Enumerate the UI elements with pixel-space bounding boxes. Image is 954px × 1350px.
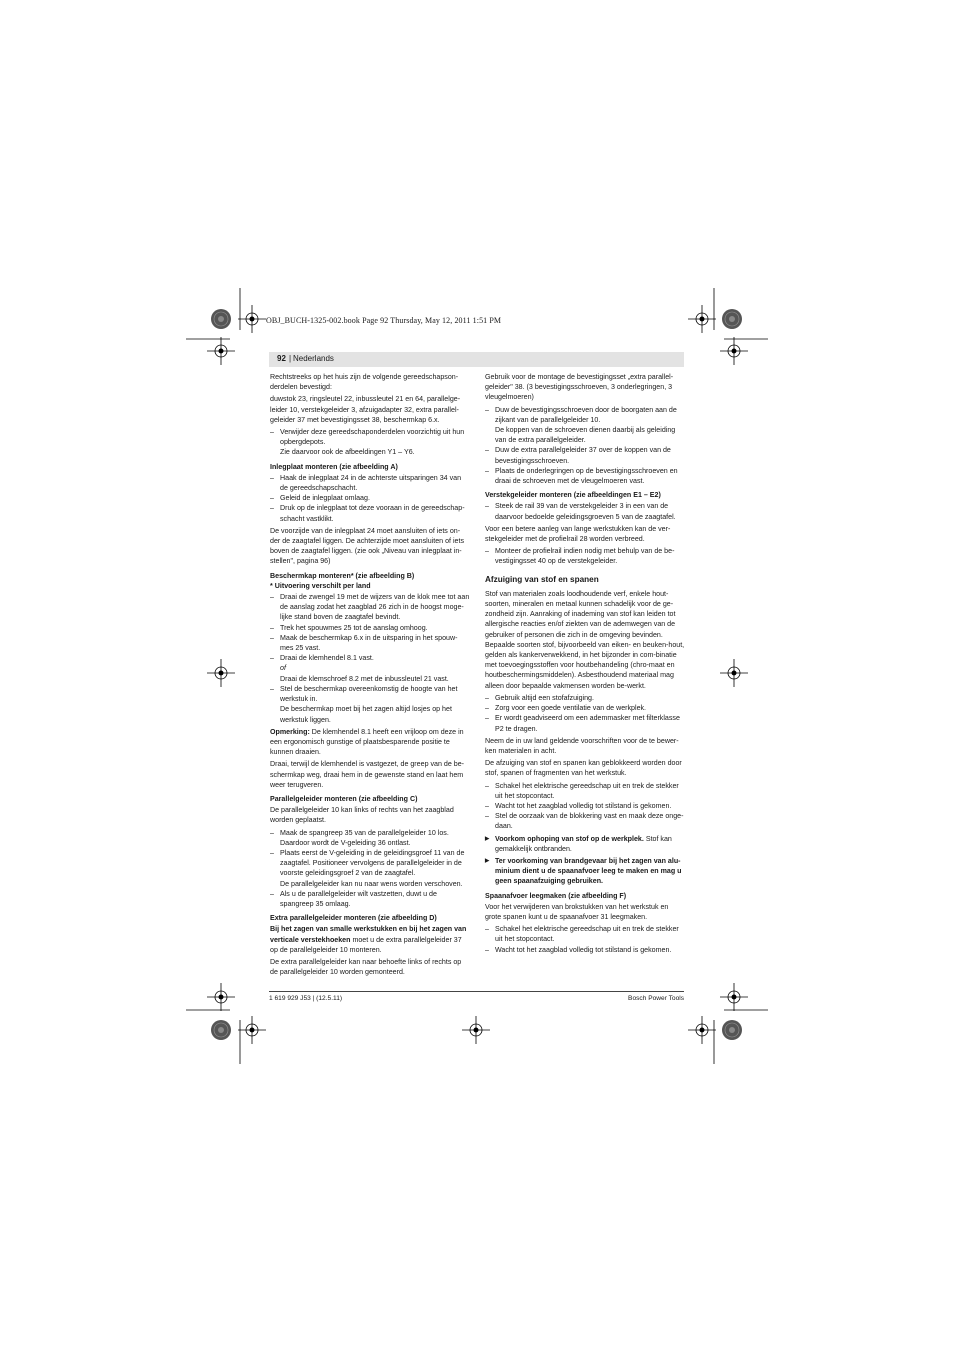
list-item: – Wacht tot het zaagblad volledig tot stilstand is gekomen.	[485, 801, 685, 811]
list-item: – Plaats eerst de V-geleiding in de geleidingsgroef 11 van de zaagtafel. Positioneer vervolgens de parallelgeleider in de voorste geleidingsgroef 2 van de zaagtafel. De parallelgeleider kan nu naar wens worden verschoven.	[270, 848, 470, 889]
list-item: – Draai de klemhendel 8.1 vast. of Draai de klemschroef 8.2 met de inbussleutel 21 vast.	[270, 653, 470, 684]
section-heading-spaanafvoer: Spaanafvoer leegmaken (zie afbeelding F)	[485, 891, 627, 900]
list-item: – Haak de inlegplaat 24 in de achterste uitsparingen 34 van de gereedschapschacht.	[270, 473, 470, 493]
inlegplaat-steps	[270, 473, 470, 524]
list-item: – Geleid de inlegplaat omlaag.	[270, 493, 470, 503]
intro-list: duwstok 23, ringsleutel 22, inbussleutel 21 en 64, parallelge-leider 10, verstekgeleider 3, afzuigadapter 32, extra parallel-geleider 37 met bevestigingsset 38, beschermkap 6.x.	[270, 395, 461, 424]
afzuiging-warning-text: Stof van materialen zoals loodhoudende verf, enkele hout-soorten, mineralen en metaal kunnen schadelijk voor de ge-zondheid zijn. Aanraking of inademing van stof kan leiden tot allergische reacties en/of ziekten van de ademwegen van de gebruiker of personen die zich in de omgeving bevinden. Bepaalde soorten stof, bijvoorbeeld van eiken- en beuken-hout, gelden als kankerverwekkend, in het bijzonder in com-binatie met toevoegingsstoffen voor houtbehandeling (chro-maat en houtbeschermingsmiddelen). Asbesthoudend materiaal mag alleen door bepaalde vakmensen worden be-werkt.	[485, 589, 685, 690]
list-item: – Maak de beschermkap 6.x in de uitsparing in het spouw-mes 25 vast.	[270, 633, 470, 653]
section-heading-beschermkap: Beschermkap monteren* (zie afbeelding B)	[270, 571, 415, 580]
left-column	[270, 372, 470, 979]
beschermkap-steps	[270, 592, 470, 725]
warning-item: ▶ Voorkom ophoping van stof op de werkplek. Stof kan gemakkelijk ontbranden.	[485, 834, 685, 854]
list-item: – Zorg voor een goede ventilatie van de werkplek.	[485, 703, 685, 713]
page-header	[269, 352, 684, 367]
section-subheading-beschermkap: * Uitvoering verschilt per land	[270, 581, 371, 590]
verstekgeleider-note: Voor een betere aanleg van lange werkstukken kan de ver-stekgeleider met de profielrail 28 worden verbreed.	[485, 524, 671, 544]
header-separator: |	[289, 354, 292, 363]
opmerking-note: Opmerking: De klemhendel 8.1 heeft een vrijloop om deze in een ergonomisch gunstige of plaatsbesparende positie te kunnen draaien.	[270, 727, 464, 757]
extra-parallelgeleider-intro: Bij het zagen van smalle werkstukken en bij het zagen van verticale verstekhoeken moet u de extra parallelgeleider 37 op de parallelgeleider 10 monteren.	[270, 925, 467, 954]
opmerking-note-2: Draai, terwijl de klemhendel is vastgezet, de greep van de be-schermkap weg, draai hem in de gewenste stand en laat hem weer terugveren.	[270, 760, 465, 789]
section-heading-inlegplaat: Inlegplaat monteren (zie afbeelding A)	[270, 462, 398, 471]
warning-item: ▶ Ter voorkoming van brandgevaar bij het zagen van alu-minium dient u de spaanafvoer leeg te maken en mag u geen spaanafzuiging gebruiken.	[485, 856, 685, 887]
afzuiging-regulations: Neem de in uw land geldende voorschriften voor de te bewer-ken materialen in acht.	[485, 736, 679, 755]
afzuiging-steps	[485, 693, 685, 734]
list-item: – Als u de parallelgeleider wilt vastzetten, duwt u de spangreep 35 omlaag.	[270, 889, 470, 909]
verstekgeleider-steps-2	[485, 546, 685, 566]
set-steps	[485, 405, 685, 487]
safety-warnings	[485, 834, 685, 887]
section-heading-verstekgeleider: Verstekgeleider monteren (zie afbeeldingen E1 – E2)	[485, 491, 661, 500]
list-item: – Duw de extra parallelgeleider 37 over de koppen van de bevestigingsschroeven.	[485, 445, 685, 465]
set-intro: Gebruik voor de montage de bevestigingsset „extra parallel-geleider" 38. (3 bevestigingsschroeven, 3 onderlegringen, 3 vleugelmoeren)	[485, 373, 674, 402]
list-item: – Draai de zwengel 19 met de wijzers van de klok mee tot aan de aanslag zodat het zaagblad 26 zich in de hoogst moge-lijke stand boven de zaagtafel bevindt.	[270, 592, 470, 623]
blockage-steps	[485, 781, 685, 832]
list-item: – Stel de oorzaak van de blokkering vast en maak deze onge-daan.	[485, 811, 685, 831]
intro-text: Rechtstreeks op het huis zijn de volgende gereedschapson-derdelen bevestigd:	[270, 373, 459, 392]
list-item: – Maak de spangreep 35 van de parallelgeleider 10 los. Daardoor wordt de V-geleiding 36 ontlast.	[270, 828, 470, 848]
verstekgeleider-steps	[485, 501, 685, 521]
list-item: – Gebruik altijd een stofafzuiging.	[485, 693, 685, 703]
list-item: – Schakel het elektrische gereedschap uit en trek de stekker uit het stopcontact.	[485, 781, 685, 801]
intro-steps	[270, 427, 470, 458]
footer-rule	[269, 991, 684, 992]
spaanafvoer-steps	[485, 924, 685, 955]
page-number: 92	[277, 354, 286, 363]
section-heading-extra-parallelgeleider: Extra parallelgeleider monteren (zie afbeelding D)	[270, 914, 437, 923]
afzuiging-blockage: De afzuiging van stof en spanen kan geblokkeerd worden door stof, spanen of fragmenten van het werkstuk.	[485, 759, 682, 778]
list-item: – Monteer de profielrail indien nodig met behulp van de be-vestigingsset 40 op de verstekgeleider.	[485, 546, 685, 566]
list-item: – Trek het spouwmes 25 tot de aanslag omhoog.	[270, 623, 470, 633]
parallelgeleider-intro: De parallelgeleider 10 kan links of rechts van het zaagblad worden geplaatst.	[270, 806, 454, 825]
list-item: – Er wordt geadviseerd om een ademmasker met filterklasse P2 te dragen.	[485, 713, 685, 733]
list-item: – Steek de rail 39 van de verstekgeleider 3 in een van de daarvoor bedoelde geleidingsgroeven 5 van de zaagtafel.	[485, 501, 685, 521]
right-column	[485, 372, 685, 957]
extra-parallelgeleider-note: De extra parallelgeleider kan naar behoefte links of rechts op de parallelgeleider 10 worden gemonteerd.	[270, 957, 462, 977]
section-heading-parallelgeleider: Parallelgeleider monteren (zie afbeelding C)	[270, 794, 418, 803]
list-item: – Wacht tot het zaagblad volledig tot stilstand is gekomen.	[485, 945, 685, 955]
list-item: – Stel de beschermkap overeenkomstig de hoogte van het werkstuk in. De beschermkap moet bij het zagen altijd losjes op het werkstuk liggen.	[270, 684, 470, 725]
parallelgeleider-steps	[270, 828, 470, 910]
footer-brand: Bosch Power Tools	[628, 995, 684, 1002]
footer-doc-number: 1 619 929 J53 | (12.5.11)	[269, 995, 343, 1002]
language-label: Nederlands	[293, 354, 334, 363]
section-heading-afzuiging: Afzuiging van stof en spanen	[485, 574, 599, 584]
spaanafvoer-intro: Voor het verwijderen van brokstukken van het werkstuk en grote spanen kunt u de spaanafvoer 31 leegmaken.	[485, 902, 669, 921]
list-item: – Duw de bevestigingsschroeven door de boorgaten aan de zijkant van de parallelgeleider 10. De koppen van de schroeven dienen daarbij als geleiding van de extra parallelgeleider.	[485, 405, 685, 446]
list-item: – Plaats de onderlegringen op de bevestigingsschroeven en draai de schroeven met de vleugelmoeren vast.	[485, 466, 685, 486]
list-item: – Druk op de inlegplaat tot deze vooraan in de gereedschap-schacht vastklikt.	[270, 503, 470, 523]
inlegplaat-note: De voorzijde van de inlegplaat 24 moet aansluiten of iets on-der de zaagtafel liggen. De achterzijde moet aansluiten of iets boven de zaagtafel liggen. (zie ook „Niveau van inlegplaat in-stellen", pagina 96)	[270, 526, 465, 566]
list-item: – Verwijder deze gereedschaponderdelen voorzichtig uit hun opbergdepots. Zie daarvoor ook de afbeeldingen Y1 – Y6.	[270, 427, 470, 458]
list-item: – Schakel het elektrische gereedschap uit en trek de stekker uit het stopcontact.	[485, 924, 685, 944]
print-slug: OBJ_BUCH-1325-002.book Page 92 Thursday, May 12, 2011 1:51 PM	[266, 316, 502, 325]
